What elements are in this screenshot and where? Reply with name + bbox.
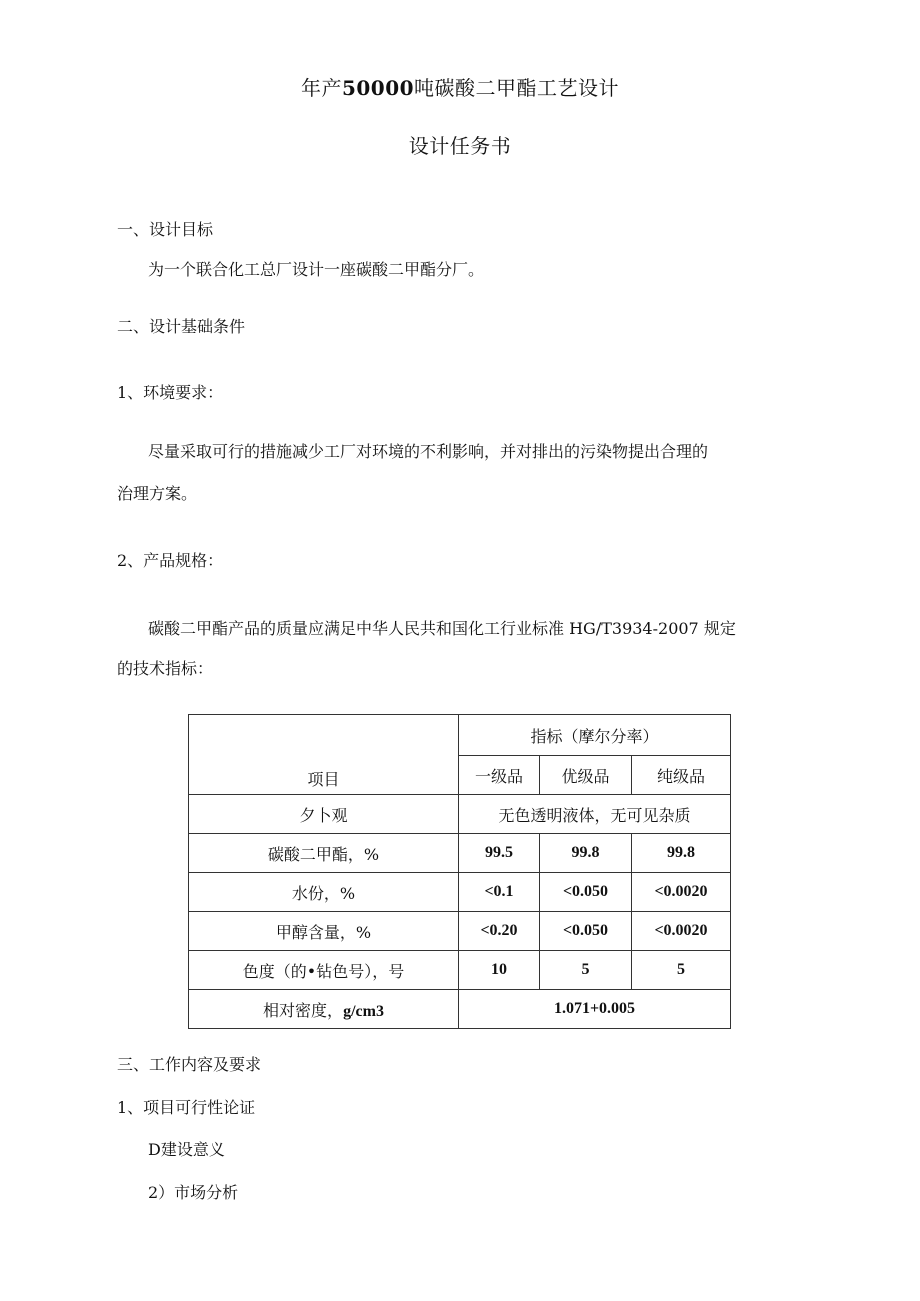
row-value: 10 xyxy=(459,951,540,990)
title-prefix: 年产 xyxy=(300,76,342,100)
row-value: 99.8 xyxy=(540,834,632,873)
table-row xyxy=(189,951,731,990)
section1-heading: 一、设计目标 xyxy=(117,220,214,239)
table-row xyxy=(189,912,731,951)
grade-header: 纯级品 xyxy=(632,756,731,795)
appearance-label: 夕卜观 xyxy=(189,795,459,834)
section3-heading: 三、工作内容及要求 xyxy=(117,1055,262,1074)
row-label: 水份，% xyxy=(189,873,459,912)
row-value: 99.5 xyxy=(459,834,540,873)
table-row xyxy=(189,795,731,834)
row-value: 99.8 xyxy=(632,834,731,873)
row-value: 5 xyxy=(540,951,632,990)
row-label: 碳酸二甲酯，% xyxy=(189,834,459,873)
env-heading: 1、环境要求： xyxy=(117,383,224,402)
row-label: 甲醇含量，% xyxy=(189,912,459,951)
list-item: D建设意义 xyxy=(148,1140,225,1159)
density-value: 1.071+0.005 xyxy=(459,990,731,1029)
grade-header: 一级品 xyxy=(459,756,540,795)
spec-table xyxy=(188,714,731,1029)
table-row xyxy=(189,990,731,1029)
spec-line1: 碳酸二甲酯产品的质量应满足中华人民共和国化工行业标准 HG/T3934-2007 规定 xyxy=(148,619,736,638)
document-subtitle: 设计任务书 xyxy=(408,134,512,158)
grade-header: 优级品 xyxy=(540,756,632,795)
list-item: 2）市场分析 xyxy=(148,1183,239,1202)
title-number: 50000 xyxy=(341,76,415,100)
table-index-header: 指标（摩尔分率） xyxy=(459,715,731,756)
row-value: 5 xyxy=(632,951,731,990)
section3-sub1: 1、项目可行性论证 xyxy=(117,1098,256,1117)
row-value: <0.050 xyxy=(540,873,632,912)
section1-text: 为一个联合化工总厂设计一座碳酸二甲酯分厂。 xyxy=(148,260,485,279)
document-title xyxy=(0,72,920,101)
density-label-prefix: 相对密度， xyxy=(263,1000,344,1020)
spec-heading: 2、产品规格： xyxy=(117,551,224,570)
appearance-value: 无色透明液体，无可见杂质 xyxy=(459,795,731,834)
density-label-unit: g/cm3 xyxy=(343,1002,384,1020)
title-suffix: 吨碳酸二甲酯工艺设计 xyxy=(414,76,620,100)
env-line1: 尽量采取可行的措施减少工厂对环境的不利影响，并对排出的污染物提出合理的 xyxy=(148,442,709,461)
row-value: <0.0020 xyxy=(632,912,731,951)
section2-heading: 二、设计基础条件 xyxy=(117,317,246,336)
env-line2: 治理方案。 xyxy=(117,484,198,503)
row-value: <0.20 xyxy=(459,912,540,951)
row-value: <0.0020 xyxy=(632,873,731,912)
density-label xyxy=(189,990,459,1029)
table-item-header: 项目 xyxy=(189,715,459,795)
spec-line2: 的技术指标： xyxy=(117,659,214,678)
table-row xyxy=(189,873,731,912)
row-label: 色度（的•钻色号），号 xyxy=(189,951,459,990)
row-value: <0.050 xyxy=(540,912,632,951)
table-row xyxy=(189,834,731,873)
row-value: <0.1 xyxy=(459,873,540,912)
